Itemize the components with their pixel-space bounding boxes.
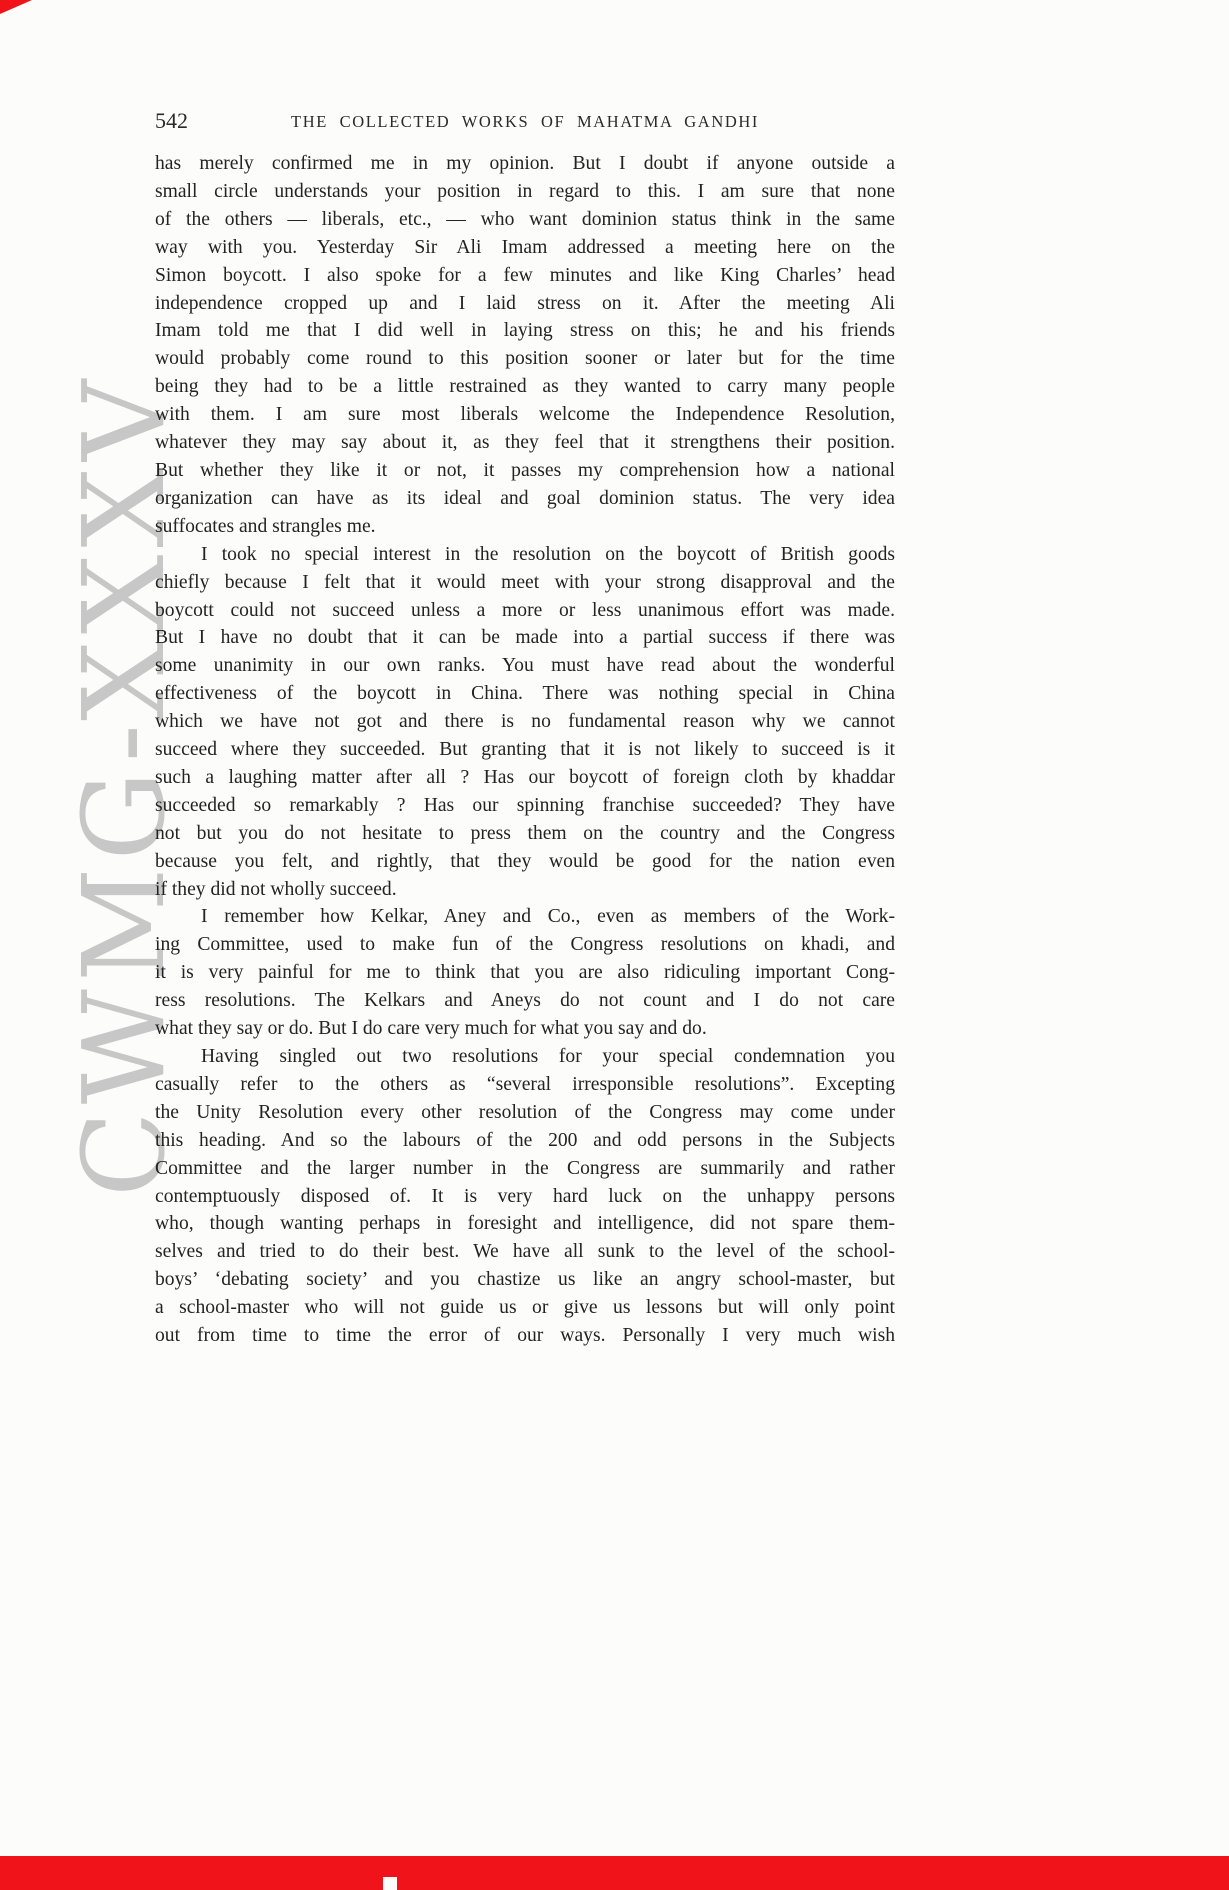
text-block xyxy=(155,150,895,1350)
scan-edge-bottom xyxy=(0,1856,1229,1890)
text-line: has merely confirmed me in my opinion. But I doubt if anyone outside a xyxy=(155,153,895,174)
text-line: But whether they like it or not, it passes my comprehension how a national xyxy=(155,459,895,481)
text-line: boys’ ‘debating society’ and you chastize us like an angry school-master, but xyxy=(155,1269,895,1291)
text-line: suffocates and strangles me. xyxy=(155,515,376,537)
text-line: if they did not wholly succeed. xyxy=(155,878,397,900)
scan-edge-notch xyxy=(383,1877,397,1890)
text-line: succeed where they succeeded. But granting that it is not likely to succeed is it xyxy=(155,739,895,761)
text-line: organization can have as its ideal and goal dominion status. The very idea xyxy=(155,487,895,509)
text-line: I took no special interest in the resolution on the boycott of British goods xyxy=(201,543,895,565)
text-line: independence cropped up and I laid stress on it. After the meeting Ali xyxy=(155,292,895,314)
text-line: Having singled out two resolutions for your special condemnation you xyxy=(201,1046,895,1067)
text-line: succeeded so remarkably ? Has our spinning franchise succeeded? They have xyxy=(155,794,895,816)
text-line: selves and tried to do their best. We have all sunk to the level of the school- xyxy=(155,1241,895,1263)
text-line: with them. I am sure most liberals welcome the Independence Resolution, xyxy=(155,404,895,426)
text-line: contemptuously disposed of. It is very hard luck on the unhappy persons xyxy=(155,1185,895,1207)
text-line: being they had to be a little restrained as they wanted to carry many people xyxy=(155,376,895,398)
volume-watermark: CWMG-XXXV xyxy=(60,373,190,1197)
text-line: Committee and the larger number in the Congress are summarily and rather xyxy=(155,1157,895,1179)
text-line: would probably come round to this position sooner or later but for the time xyxy=(155,348,895,370)
text-line: Imam told me that I did well in laying stress on this; he and his friends xyxy=(155,320,895,342)
text-line: out from time to time the error of our ways. Personally I very much wish xyxy=(155,1325,895,1347)
text-line: chiefly because I felt that it would meet with your strong disapproval and the xyxy=(155,571,895,593)
text-line: what they say or do. But I do care very much for what you say and do. xyxy=(155,1018,707,1040)
page-header xyxy=(155,108,895,138)
text-line: casually refer to the others as “several irresponsible resolutions”. Excepting xyxy=(155,1073,895,1095)
text-line: ress resolutions. The Kelkars and Aneys do not count and I do not care xyxy=(155,990,895,1012)
text-line: which we have not got and there is no fundamental reason why we cannot xyxy=(155,711,895,733)
text-line: But I have no doubt that it can be made into a partial success if there was xyxy=(155,627,895,649)
text-line: such a laughing matter after all ? Has our boycott of foreign cloth by khaddar xyxy=(155,766,895,788)
text-line: whatever they may say about it, as they feel that it strengthens their position. xyxy=(155,432,895,454)
text-line: boycott could not succeed unless a more or less unanimous effort was made. xyxy=(155,599,895,621)
text-line: way with you. Yesterday Sir Ali Imam addressed a meeting here on the xyxy=(155,236,895,258)
text-line: this heading. And so the labours of the 200 and odd persons in the Subjects xyxy=(155,1129,895,1151)
text-line: Simon boycott. I also spoke for a few minutes and like King Charles’ head xyxy=(155,264,895,286)
text-line: of the others — liberals, etc., — who want dominion status think in the same xyxy=(155,208,895,230)
text-line: because you felt, and rightly, that they would be good for the nation even xyxy=(155,850,895,872)
text-line: I remember how Kelkar, Aney and Co., even as members of the Work- xyxy=(201,906,895,928)
text-line: effectiveness of the boycott in China. There was nothing special in China xyxy=(155,683,895,705)
text-line: not but you do not hesitate to press them on the country and the Congress xyxy=(155,822,895,844)
text-line: the Unity Resolution every other resolution of the Congress may come under xyxy=(155,1101,895,1123)
text-line: who, though wanting perhaps in foresight and intelligence, did not spare them- xyxy=(155,1213,895,1235)
text-line: it is very painful for me to think that you are also ridiculing important Cong- xyxy=(155,962,895,984)
running-title: THE COLLECTED WORKS OF MAHATMA GANDHI xyxy=(291,112,759,131)
text-line: small circle understands your position in regard to this. I am sure that none xyxy=(155,180,895,202)
page-number: 542 xyxy=(155,108,188,133)
text-line: a school-master who will not guide us or give us lessons but will only point xyxy=(155,1297,895,1319)
scan-edge-top-left xyxy=(0,0,32,14)
text-line: ing Committee, used to make fun of the Congress resolutions on khadi, and xyxy=(155,934,895,956)
text-line: some unanimity in our own ranks. You must have read about the wonderful xyxy=(155,655,895,677)
